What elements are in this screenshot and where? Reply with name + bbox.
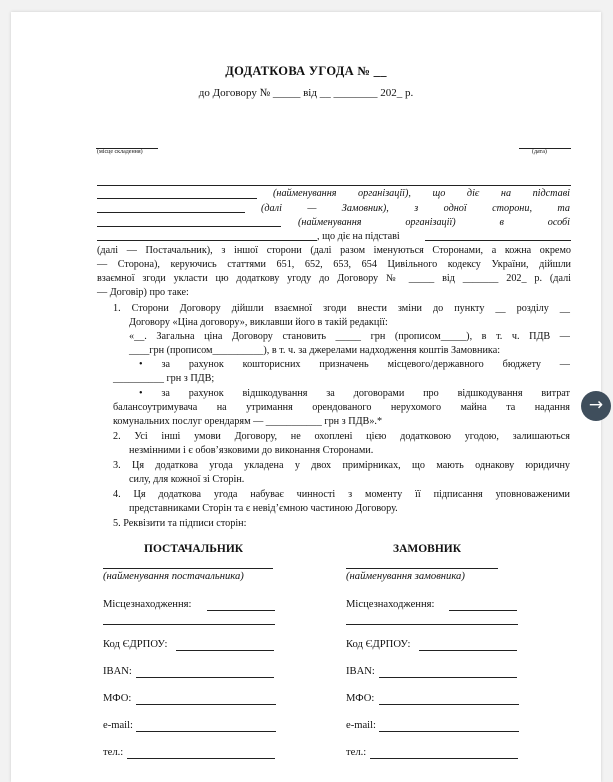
bullet-2-line-1: • за рахунок відшкодування за договорами про відшкодування витрат (139, 388, 570, 399)
customer-email-label: e-mail: (346, 720, 377, 731)
supplier-email-line (136, 731, 276, 732)
preamble-line-5: (далі — Постачальник), з іншої сторони (далі разом іменуються Сторонами, а кожна окремо (97, 245, 571, 256)
supplier-location-label: Місцезнаходження: (103, 599, 192, 610)
supplier-name-hint: (найменування постачальника) (103, 571, 244, 582)
preamble-line-6: — Сторона), керуючись статтями 651, 652, 653, 654 Цивільного кодексу України, дійшли (97, 259, 571, 270)
item-1-line-2: Договору «Ціна договору», виклавши його в такій редакції: (129, 317, 388, 328)
next-page-button[interactable] (581, 391, 611, 421)
supplier-name-line (103, 568, 273, 569)
blank-line-3 (97, 212, 245, 213)
date-label: (дата) (532, 149, 547, 155)
preamble-line-8: — Договір) про таке: (97, 287, 189, 298)
place-label: (місце складення) (97, 149, 143, 155)
item-5: 5. Реквізити та підписи сторін: (113, 518, 247, 529)
item-2-line-2: незмінними і є обов’язковими до виконання Сторонами. (129, 445, 374, 456)
arrow-right-icon: → (588, 395, 604, 415)
preamble-line-2: (далі — Замовник), з одної сторони, та (261, 203, 570, 214)
blank-line-6 (425, 240, 571, 241)
bullet-2-line-2: балансоутримувача на утримання орендованого нерухомого майна та надання (113, 402, 570, 413)
customer-email-line (379, 731, 519, 732)
supplier-mfo-line (136, 704, 276, 705)
item-2-line-1: 2. Усі інші умови Договору, не охоплені цією додатковою угодою, залишаються (113, 431, 570, 442)
customer-iban-line (379, 677, 517, 678)
customer-heading: ЗАМОВНИК (393, 543, 462, 555)
preamble-line-7: взаємної згоди укласти цю додаткову угоду до Договору № _____ від _______ 202_ р. (далі (97, 273, 571, 284)
item-1-line-4: ____грн (прописом__________), в т. ч. за джерелами надходження коштів Замовника: (129, 345, 501, 356)
customer-mfo-label: МФО: (346, 693, 375, 704)
bullet-1-line-2: __________ грн з ПДВ; (113, 373, 215, 384)
supplier-iban-label: IBAN: (103, 666, 132, 677)
supplier-iban-line (136, 677, 274, 678)
item-1-line-1: 1. Сторони Договору дійшли взаємної згоди внести зміни до пункту __ розділу __ (113, 303, 570, 314)
blank-line-5 (97, 240, 317, 241)
customer-location-line-1 (449, 610, 517, 611)
supplier-location-line-1 (207, 610, 275, 611)
bullet-2-line-3: комунальних послуг орендарям — ___________ грн з ПДВ».* (113, 416, 383, 427)
customer-edrpou-label: Код ЄДРПОУ: (346, 639, 411, 650)
preamble-line-4: , що діє на підставі (317, 231, 400, 242)
blank-line-1 (97, 185, 571, 186)
customer-name-line (346, 568, 498, 569)
bullet-1-line-1: • за рахунок кошторисних призначень місцевого/державного бюджету — (139, 359, 570, 370)
supplier-edrpou-label: Код ЄДРПОУ: (103, 639, 168, 650)
supplier-edrpou-line (176, 650, 274, 651)
document-page (11, 12, 604, 782)
customer-phone-label: тел.: (346, 747, 367, 758)
document-subtitle: до Договору № _____ від __ ________ 202_ р. (198, 87, 414, 99)
preamble-line-3: (найменування організації) в особі (298, 217, 570, 228)
supplier-phone-line (127, 758, 275, 759)
item-1-line-3: «__. Загальна ціна Договору становить _____ грн (прописом_____), в т. ч. ПДВ — (129, 331, 570, 342)
customer-name-hint: (найменування замовника) (346, 571, 465, 582)
item-3-line-2: силу, для кожної зі Сторін. (129, 474, 245, 485)
supplier-phone-label: тел.: (103, 747, 124, 758)
supplier-email-label: e-mail: (103, 720, 134, 731)
item-4-line-1: 4. Ця додаткова угода набуває чинності з моменту її підписання уповноваженими (113, 489, 570, 500)
customer-phone-line (370, 758, 518, 759)
supplier-heading: ПОСТАЧАЛЬНИК (144, 543, 244, 555)
supplier-location-line-2 (103, 624, 275, 625)
item-4-line-2: представниками Сторін та є невід’ємною частиною Договору. (129, 503, 398, 514)
customer-iban-label: IBAN: (346, 666, 375, 677)
preamble-line-1: (найменування організації), що діє на підставі (273, 188, 570, 199)
item-3-line-1: 3. Ця додаткова угода укладена у двох примірниках, що мають однакову юридичну (113, 460, 570, 471)
blank-line-2 (97, 198, 257, 199)
document-title: ДОДАТКОВА УГОДА № __ (225, 64, 387, 78)
supplier-mfo-label: МФО: (103, 693, 132, 704)
blank-line-4 (97, 226, 281, 227)
customer-edrpou-line (419, 650, 517, 651)
customer-location-line-2 (346, 624, 518, 625)
customer-location-label: Місцезнаходження: (346, 599, 435, 610)
customer-mfo-line (379, 704, 519, 705)
